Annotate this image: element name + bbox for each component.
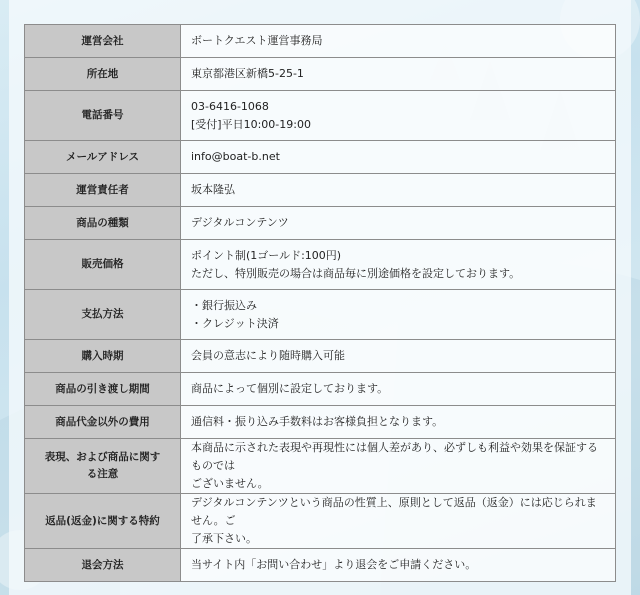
row-value-line: 坂本隆弘 bbox=[191, 183, 235, 196]
info-row bbox=[25, 290, 616, 340]
row-value bbox=[181, 340, 616, 373]
row-value-line: 会員の意志により随時購入可能 bbox=[191, 349, 345, 362]
row-label-line: る注意 bbox=[86, 468, 119, 480]
row-value bbox=[181, 290, 616, 340]
row-label: 電話番号 bbox=[25, 91, 181, 141]
row-label: 運営責任者 bbox=[25, 174, 181, 207]
info-row bbox=[25, 439, 616, 494]
row-label-line: 表現、および商品に関す bbox=[44, 451, 161, 463]
row-value-line: 東京都港区新橋5-25-1 bbox=[191, 67, 304, 80]
row-label: 商品の種類 bbox=[25, 207, 181, 240]
info-row bbox=[25, 141, 616, 174]
company-info-table bbox=[24, 24, 616, 582]
row-label: 商品代金以外の費用 bbox=[25, 406, 181, 439]
info-row bbox=[25, 494, 616, 549]
row-label: 返品(返金)に関する特約 bbox=[25, 494, 181, 549]
row-label: 支払方法 bbox=[25, 290, 181, 340]
row-value bbox=[181, 207, 616, 240]
row-value-line: 通信料・振り込み手数料はお客様負担となります。 bbox=[191, 415, 444, 428]
row-value bbox=[181, 549, 616, 582]
row-value bbox=[181, 494, 616, 549]
row-value-line: info@boat-b.net bbox=[191, 150, 280, 163]
info-row bbox=[25, 174, 616, 207]
row-value bbox=[181, 91, 616, 141]
info-row bbox=[25, 549, 616, 582]
row-label bbox=[25, 439, 181, 494]
row-label: メールアドレス bbox=[25, 141, 181, 174]
row-value-line: ただし、特別販売の場合は商品毎に別途価格を設定しております。 bbox=[191, 266, 521, 280]
row-value-line: ございません。 bbox=[191, 477, 269, 490]
row-value bbox=[181, 58, 616, 91]
row-value-line: ・クレジット決済 bbox=[191, 316, 279, 330]
row-value-line: デジタルコンテンツ bbox=[191, 216, 289, 229]
row-label: 運営会社 bbox=[25, 25, 181, 58]
info-row bbox=[25, 406, 616, 439]
row-value-line: 03-6416-1068 bbox=[191, 99, 269, 113]
info-row bbox=[25, 91, 616, 141]
row-value-line: 当サイト内「お問い合わせ」より退会をご申請ください。 bbox=[191, 558, 477, 571]
row-label: 商品の引き渡し期間 bbox=[25, 373, 181, 406]
info-row bbox=[25, 58, 616, 91]
row-label: 販売価格 bbox=[25, 240, 181, 290]
row-value-line: ・銀行振込み bbox=[191, 298, 257, 312]
row-value-line: ボートクエスト運営事務局 bbox=[191, 34, 323, 47]
row-label: 購入時期 bbox=[25, 340, 181, 373]
row-value-line: ポイント制(1ゴールド:100円) bbox=[191, 248, 342, 262]
row-value-line: デジタルコンテンツという商品の性質上、原則として返品（返金）には応じられません。ご bbox=[191, 496, 597, 527]
info-row bbox=[25, 340, 616, 373]
row-value bbox=[181, 174, 616, 207]
row-value bbox=[181, 406, 616, 439]
info-row bbox=[25, 240, 616, 290]
row-label: 退会方法 bbox=[25, 549, 181, 582]
row-value bbox=[181, 240, 616, 290]
row-value-line: 商品によって個別に設定しております。 bbox=[191, 382, 389, 395]
row-value bbox=[181, 439, 616, 494]
info-row bbox=[25, 373, 616, 406]
row-label: 所在地 bbox=[25, 58, 181, 91]
row-value-line: [受付]平日10:00-19:00 bbox=[191, 117, 311, 131]
row-value bbox=[181, 141, 616, 174]
row-value-line: 本商品に示された表現や再現性には個人差があり、必ずしも利益や効果を保証するものでは bbox=[191, 441, 598, 472]
row-value-line: 了承下さい。 bbox=[191, 532, 257, 545]
info-row bbox=[25, 25, 616, 58]
row-value bbox=[181, 25, 616, 58]
info-row bbox=[25, 207, 616, 240]
row-value bbox=[181, 373, 616, 406]
